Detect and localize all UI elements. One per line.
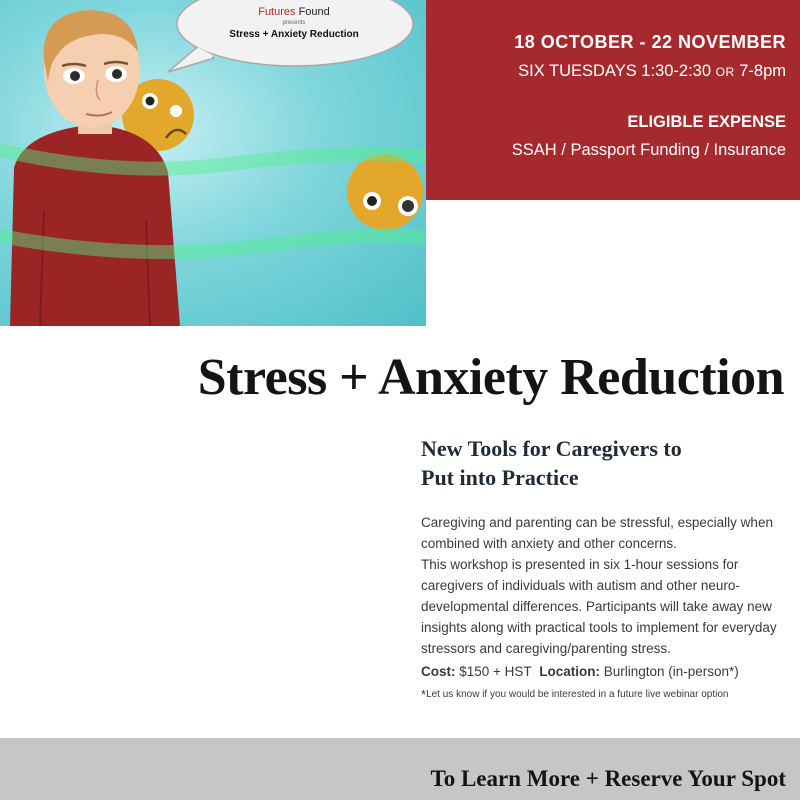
note-asterisk: * xyxy=(421,687,427,702)
subtitle xyxy=(421,434,761,492)
subtitle-line-2: Put into Practice xyxy=(421,465,579,490)
speech-bubble-text xyxy=(178,6,410,42)
location-value: Burlington (in-person*) xyxy=(603,664,739,679)
session-times-prefix: SIX TUESDAYS 1:30-2:30 xyxy=(518,62,712,80)
session-times-or: OR xyxy=(715,65,735,79)
worried-emoji-icon xyxy=(347,154,423,230)
description xyxy=(421,512,791,659)
schedule-panel xyxy=(426,0,800,200)
cost-value: $150 + HST xyxy=(459,664,532,679)
page-title: Stress + Anxiety Reduction xyxy=(197,349,784,406)
brand-name xyxy=(178,6,410,19)
cost-location-line xyxy=(421,664,791,679)
subtitle-line-1: New Tools for Caregivers to xyxy=(421,436,682,461)
reserve-spot-link[interactable]: To Learn More + Reserve Your Spot xyxy=(430,766,786,791)
session-times xyxy=(518,62,786,81)
location-label: Location: xyxy=(539,664,600,679)
brand-name-second: Found xyxy=(298,6,330,18)
brand-name-first: Futures xyxy=(258,6,296,18)
cost-label: Cost: xyxy=(421,664,456,679)
eligible-expense-heading: ELIGIBLE EXPENSE xyxy=(627,113,786,131)
session-times-suffix: 7-8pm xyxy=(739,62,786,80)
note-text: Let us know if you would be interested in a future live webinar option xyxy=(426,689,729,700)
hero-illustration xyxy=(0,0,426,326)
date-range: 18 OCTOBER - 22 NOVEMBER xyxy=(514,32,786,52)
bubble-title: Stress + Anxiety Reduction xyxy=(229,29,359,40)
footer-banner xyxy=(0,738,800,800)
caregiver-illustration xyxy=(0,0,426,326)
webinar-note xyxy=(421,687,791,702)
description-paragraph-1: Caregiving and parenting can be stressful, especially when combined with anxiety and other concerns. xyxy=(421,515,773,551)
funding-options: SSAH / Passport Funding / Insurance xyxy=(511,141,786,159)
presents-label: presents xyxy=(282,20,306,26)
description-paragraph-2: This workshop is presented in six 1-hour sessions for caregivers of individuals with autism and other neuro-developmental differences. Participants will take away new insights along with practical tools to implement for everyday stressors and caregiving/parenting stress. xyxy=(421,557,777,656)
